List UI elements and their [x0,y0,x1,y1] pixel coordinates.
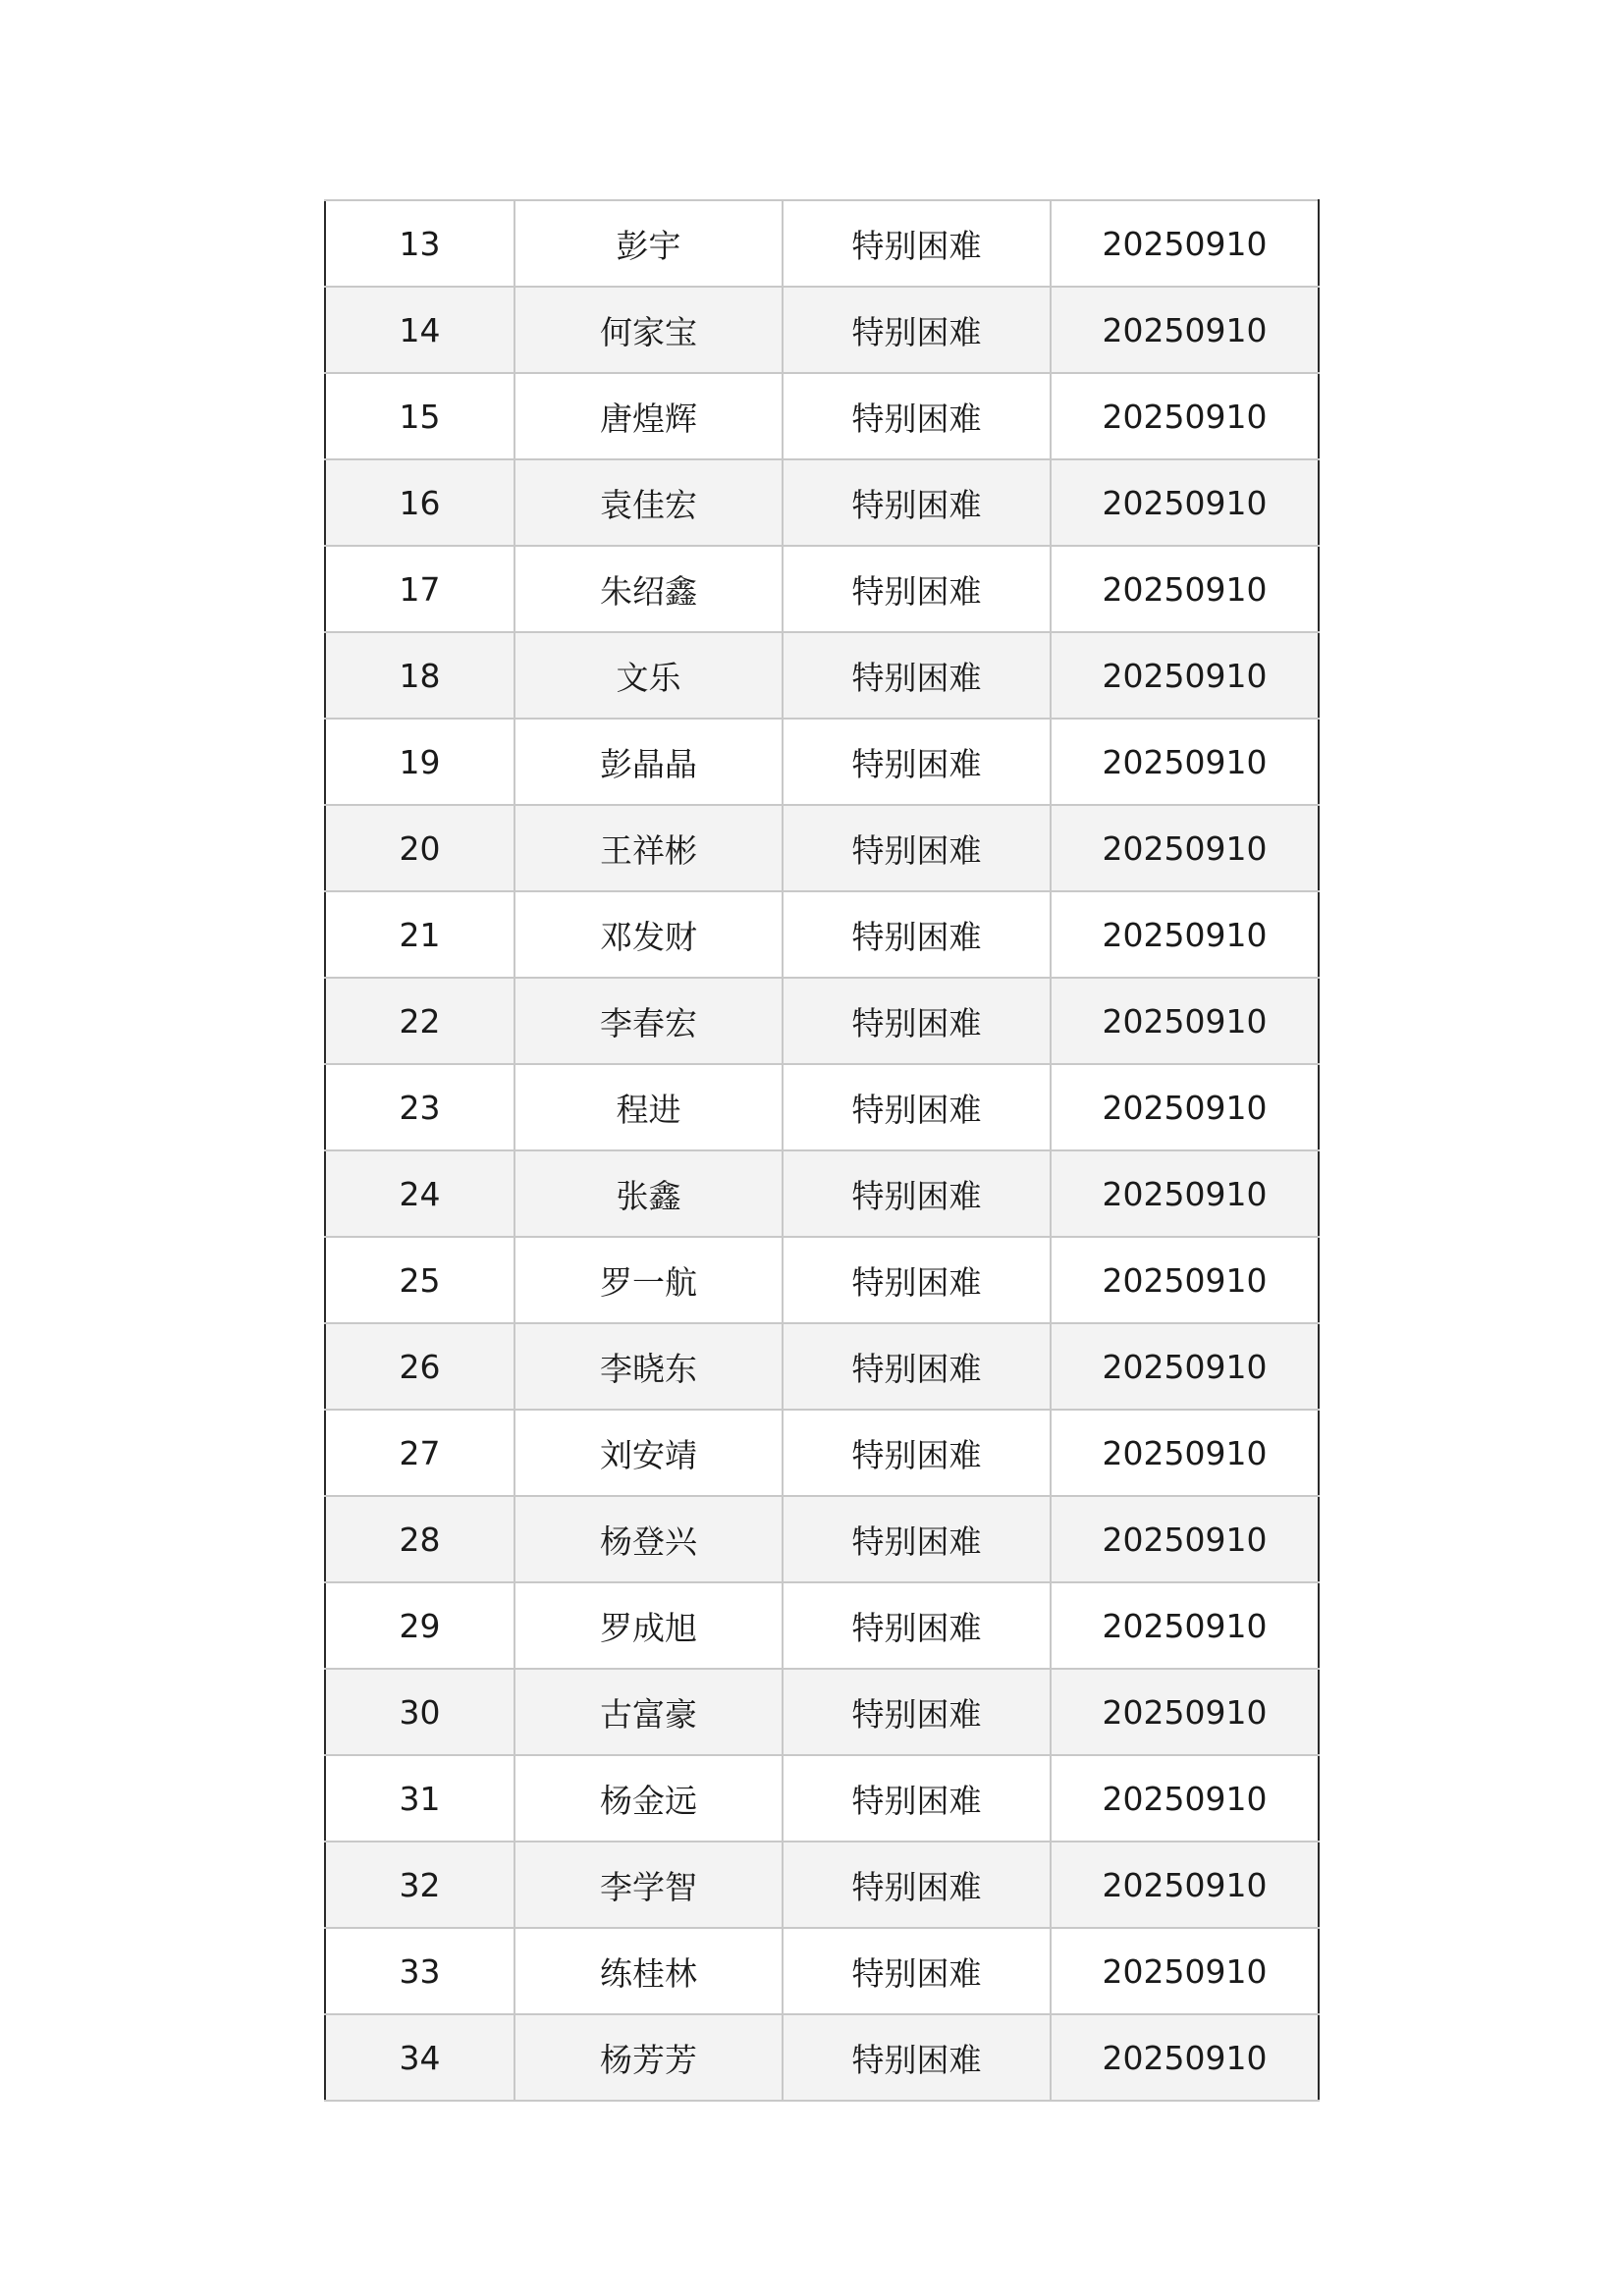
name-cell: 何家宝 [514,287,783,373]
date-cell: 20250910 [1051,1755,1319,1842]
row-number-cell: 23 [325,1064,514,1150]
row-number-cell: 28 [325,1496,514,1582]
category-cell: 特别困难 [783,546,1051,632]
table-row [325,805,1319,891]
table-row [325,546,1319,632]
name-cell: 李学智 [514,1842,783,1928]
date-cell: 20250910 [1051,1842,1319,1928]
row-number-cell: 29 [325,1582,514,1669]
table-row [325,2014,1319,2101]
table-row [325,200,1319,287]
row-number-cell: 17 [325,546,514,632]
date-cell: 20250910 [1051,546,1319,632]
category-cell: 特别困难 [783,891,1051,978]
row-number-cell: 15 [325,373,514,459]
row-number-cell: 18 [325,632,514,719]
name-cell: 刘安靖 [514,1410,783,1496]
date-cell: 20250910 [1051,719,1319,805]
row-number-cell: 33 [325,1928,514,2014]
name-cell: 文乐 [514,632,783,719]
table-row [325,632,1319,719]
date-cell: 20250910 [1051,1496,1319,1582]
name-cell: 杨登兴 [514,1496,783,1582]
date-cell: 20250910 [1051,1323,1319,1410]
category-cell: 特别困难 [783,632,1051,719]
table-row [325,1842,1319,1928]
table-row [325,1410,1319,1496]
table-row [325,1323,1319,1410]
table-row [325,978,1319,1064]
row-number-cell: 14 [325,287,514,373]
table-row [325,1928,1319,2014]
date-cell: 20250910 [1051,1928,1319,2014]
name-cell: 杨芳芳 [514,2014,783,2101]
category-cell: 特别困难 [783,719,1051,805]
category-cell: 特别困难 [783,1496,1051,1582]
category-cell: 特别困难 [783,978,1051,1064]
date-cell: 20250910 [1051,200,1319,287]
row-number-cell: 25 [325,1237,514,1323]
name-cell: 唐煌辉 [514,373,783,459]
table-row [325,891,1319,978]
category-cell: 特别困难 [783,373,1051,459]
date-cell: 20250910 [1051,2014,1319,2101]
category-cell: 特别困难 [783,287,1051,373]
category-cell: 特别困难 [783,1842,1051,1928]
name-cell: 彭晶晶 [514,719,783,805]
row-number-cell: 32 [325,1842,514,1928]
category-cell: 特别困难 [783,1755,1051,1842]
category-cell: 特别困难 [783,1064,1051,1150]
row-number-cell: 26 [325,1323,514,1410]
name-cell: 程进 [514,1064,783,1150]
name-cell: 王祥彬 [514,805,783,891]
date-cell: 20250910 [1051,805,1319,891]
name-cell: 张鑫 [514,1150,783,1237]
name-cell: 李晓东 [514,1323,783,1410]
name-cell: 杨金远 [514,1755,783,1842]
row-number-cell: 22 [325,978,514,1064]
category-cell: 特别困难 [783,1582,1051,1669]
date-cell: 20250910 [1051,287,1319,373]
table-row [325,1582,1319,1669]
table-row [325,1237,1319,1323]
roster-table-body [325,200,1319,2101]
row-number-cell: 34 [325,2014,514,2101]
category-cell: 特别困难 [783,1410,1051,1496]
row-number-cell: 21 [325,891,514,978]
name-cell: 练桂林 [514,1928,783,2014]
name-cell: 朱绍鑫 [514,546,783,632]
table-row [325,719,1319,805]
date-cell: 20250910 [1051,1669,1319,1755]
name-cell: 罗一航 [514,1237,783,1323]
category-cell: 特别困难 [783,1669,1051,1755]
table-row [325,373,1319,459]
category-cell: 特别困难 [783,459,1051,546]
row-number-cell: 31 [325,1755,514,1842]
roster-table [324,199,1320,2102]
name-cell: 袁佳宏 [514,459,783,546]
category-cell: 特别困难 [783,1928,1051,2014]
category-cell: 特别困难 [783,200,1051,287]
row-number-cell: 16 [325,459,514,546]
name-cell: 古富豪 [514,1669,783,1755]
category-cell: 特别困难 [783,805,1051,891]
row-number-cell: 24 [325,1150,514,1237]
date-cell: 20250910 [1051,373,1319,459]
table-row [325,1755,1319,1842]
name-cell: 李春宏 [514,978,783,1064]
name-cell: 罗成旭 [514,1582,783,1669]
date-cell: 20250910 [1051,459,1319,546]
date-cell: 20250910 [1051,891,1319,978]
date-cell: 20250910 [1051,978,1319,1064]
row-number-cell: 19 [325,719,514,805]
row-number-cell: 30 [325,1669,514,1755]
category-cell: 特别困难 [783,2014,1051,2101]
table-row [325,1150,1319,1237]
date-cell: 20250910 [1051,632,1319,719]
row-number-cell: 13 [325,200,514,287]
category-cell: 特别困难 [783,1237,1051,1323]
table-row [325,1496,1319,1582]
table-row [325,1064,1319,1150]
date-cell: 20250910 [1051,1410,1319,1496]
date-cell: 20250910 [1051,1150,1319,1237]
date-cell: 20250910 [1051,1237,1319,1323]
table-row [325,1669,1319,1755]
row-number-cell: 20 [325,805,514,891]
row-number-cell: 27 [325,1410,514,1496]
table-row [325,459,1319,546]
date-cell: 20250910 [1051,1064,1319,1150]
name-cell: 彭宇 [514,200,783,287]
date-cell: 20250910 [1051,1582,1319,1669]
name-cell: 邓发财 [514,891,783,978]
category-cell: 特别困难 [783,1150,1051,1237]
category-cell: 特别困难 [783,1323,1051,1410]
table-row [325,287,1319,373]
